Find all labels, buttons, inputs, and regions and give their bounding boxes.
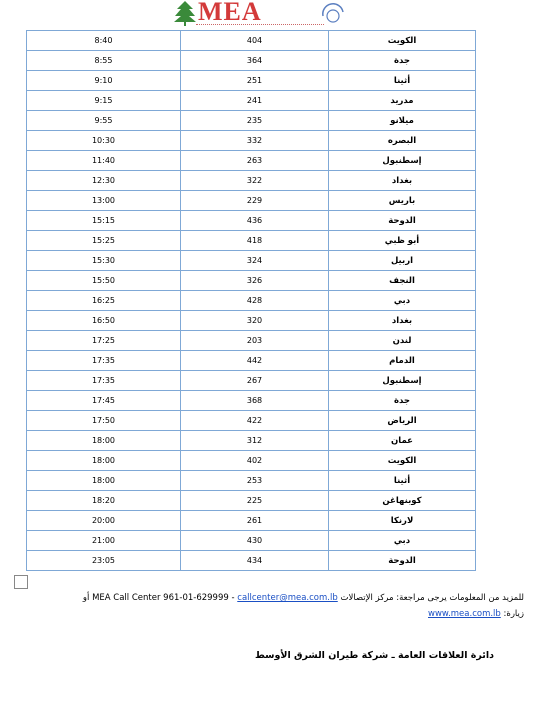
cell-flight: 225 bbox=[181, 491, 329, 511]
table-row bbox=[27, 191, 476, 211]
contact-text: للمزيد من المعلومات يرجى مراجعة: مركز الإتصالات MEA Call Center 961-01-629999 - bbox=[92, 593, 524, 603]
table-row bbox=[27, 31, 476, 51]
cell-time: 15:30 bbox=[27, 251, 181, 271]
website-line bbox=[24, 606, 524, 622]
cell-dest: الكويت bbox=[329, 31, 476, 51]
cell-dest: مدريد bbox=[329, 91, 476, 111]
cell-dest: إسطنبول bbox=[329, 151, 476, 171]
cell-flight: 263 bbox=[181, 151, 329, 171]
cell-time: 23:05 bbox=[27, 551, 181, 571]
table-row bbox=[27, 451, 476, 471]
cell-time: 15:50 bbox=[27, 271, 181, 291]
cell-time: 21:00 bbox=[27, 531, 181, 551]
cell-flight: 253 bbox=[181, 471, 329, 491]
cell-flight: 251 bbox=[181, 71, 329, 91]
cell-time: 13:00 bbox=[27, 191, 181, 211]
table-row bbox=[27, 371, 476, 391]
cell-dest: اربيل bbox=[329, 251, 476, 271]
table-row bbox=[27, 471, 476, 491]
cell-time: 17:25 bbox=[27, 331, 181, 351]
cell-time: 17:35 bbox=[27, 351, 181, 371]
table-row bbox=[27, 531, 476, 551]
contact-info bbox=[24, 590, 524, 622]
email-link[interactable]: callcenter@mea.com.lb bbox=[237, 593, 338, 603]
cell-dest: عمان bbox=[329, 431, 476, 451]
cell-dest: لندن bbox=[329, 331, 476, 351]
cell-time: 16:25 bbox=[27, 291, 181, 311]
cell-dest: دبي bbox=[329, 531, 476, 551]
cell-dest: ميلانو bbox=[329, 111, 476, 131]
cell-time: 9:10 bbox=[27, 71, 181, 91]
cell-time: 8:40 bbox=[27, 31, 181, 51]
cell-time: 16:50 bbox=[27, 311, 181, 331]
skyteam-badge-icon bbox=[320, 2, 346, 26]
flight-schedule-table bbox=[26, 30, 476, 571]
cell-flight: 332 bbox=[181, 131, 329, 151]
table-row bbox=[27, 91, 476, 111]
cell-flight: 402 bbox=[181, 451, 329, 471]
cell-dest: لارنكا bbox=[329, 511, 476, 531]
table-row bbox=[27, 71, 476, 91]
cell-flight: 203 bbox=[181, 331, 329, 351]
cell-time: 8:55 bbox=[27, 51, 181, 71]
cell-flight: 442 bbox=[181, 351, 329, 371]
checkbox[interactable] bbox=[14, 575, 28, 589]
cell-dest: دبي bbox=[329, 291, 476, 311]
table-row bbox=[27, 411, 476, 431]
cell-dest: أثينا bbox=[329, 471, 476, 491]
cell-dest: بغداد bbox=[329, 311, 476, 331]
cell-time: 18:00 bbox=[27, 451, 181, 471]
website-link[interactable]: www.mea.com.lb bbox=[428, 609, 501, 619]
cell-flight: 368 bbox=[181, 391, 329, 411]
table-row bbox=[27, 271, 476, 291]
logo-text: MEA bbox=[198, 0, 262, 26]
table-row bbox=[27, 251, 476, 271]
cell-dest: جدة bbox=[329, 391, 476, 411]
cell-dest: الكويت bbox=[329, 451, 476, 471]
cell-flight: 326 bbox=[181, 271, 329, 291]
cell-flight: 267 bbox=[181, 371, 329, 391]
cell-time: 18:00 bbox=[27, 431, 181, 451]
table-row bbox=[27, 311, 476, 331]
logo-subtitle bbox=[196, 24, 324, 28]
cedar-tree-icon bbox=[173, 0, 197, 26]
table-row bbox=[27, 551, 476, 571]
table-row bbox=[27, 231, 476, 251]
cell-flight: 324 bbox=[181, 251, 329, 271]
cell-flight: 261 bbox=[181, 511, 329, 531]
cell-dest: أبو ظبي bbox=[329, 231, 476, 251]
visit-label: زيارة: bbox=[500, 609, 524, 619]
table-row bbox=[27, 511, 476, 531]
table-row bbox=[27, 211, 476, 231]
cell-flight: 418 bbox=[181, 231, 329, 251]
cell-time: 17:45 bbox=[27, 391, 181, 411]
cell-time: 9:55 bbox=[27, 111, 181, 131]
cell-flight: 229 bbox=[181, 191, 329, 211]
contact-or: أو bbox=[82, 593, 93, 603]
table-row bbox=[27, 491, 476, 511]
cell-time: 17:50 bbox=[27, 411, 181, 431]
cell-time: 12:30 bbox=[27, 171, 181, 191]
cell-dest: الرياض bbox=[329, 411, 476, 431]
cell-dest: الدوحة bbox=[329, 211, 476, 231]
cell-time: 11:40 bbox=[27, 151, 181, 171]
cell-flight: 235 bbox=[181, 111, 329, 131]
table-row bbox=[27, 291, 476, 311]
cell-dest: بغداد bbox=[329, 171, 476, 191]
cell-time: 20:00 bbox=[27, 511, 181, 531]
table-row bbox=[27, 51, 476, 71]
table-row bbox=[27, 431, 476, 451]
cell-dest: إسطنبول bbox=[329, 371, 476, 391]
cell-flight: 241 bbox=[181, 91, 329, 111]
cell-flight: 320 bbox=[181, 311, 329, 331]
cell-flight: 312 bbox=[181, 431, 329, 451]
cell-flight: 422 bbox=[181, 411, 329, 431]
cell-time: 9:15 bbox=[27, 91, 181, 111]
table-row bbox=[27, 131, 476, 151]
cell-dest: الدمام bbox=[329, 351, 476, 371]
table-row bbox=[27, 111, 476, 131]
cell-flight: 430 bbox=[181, 531, 329, 551]
cell-dest: البصره bbox=[329, 131, 476, 151]
cell-dest: كوبنهاغن bbox=[329, 491, 476, 511]
cell-flight: 436 bbox=[181, 211, 329, 231]
cell-flight: 428 bbox=[181, 291, 329, 311]
cell-dest: النجف bbox=[329, 271, 476, 291]
contact-line bbox=[24, 590, 524, 606]
cell-time: 18:20 bbox=[27, 491, 181, 511]
table-row bbox=[27, 331, 476, 351]
cell-flight: 364 bbox=[181, 51, 329, 71]
cell-time: 10:30 bbox=[27, 131, 181, 151]
cell-time: 15:25 bbox=[27, 231, 181, 251]
cell-time: 17:35 bbox=[27, 371, 181, 391]
table-row bbox=[27, 351, 476, 371]
table-row bbox=[27, 151, 476, 171]
table-row bbox=[27, 391, 476, 411]
cell-flight: 404 bbox=[181, 31, 329, 51]
cell-dest: أثينا bbox=[329, 71, 476, 91]
cell-dest: الدوحة bbox=[329, 551, 476, 571]
cell-dest: جدة bbox=[329, 51, 476, 71]
cell-flight: 434 bbox=[181, 551, 329, 571]
cell-time: 18:00 bbox=[27, 471, 181, 491]
table-row bbox=[27, 171, 476, 191]
department-signature: دائرة العلاقات العامة ـ شركة طيران الشرق الأوسط bbox=[254, 650, 494, 661]
cell-time: 15:15 bbox=[27, 211, 181, 231]
cell-dest: باريس bbox=[329, 191, 476, 211]
cell-flight: 322 bbox=[181, 171, 329, 191]
